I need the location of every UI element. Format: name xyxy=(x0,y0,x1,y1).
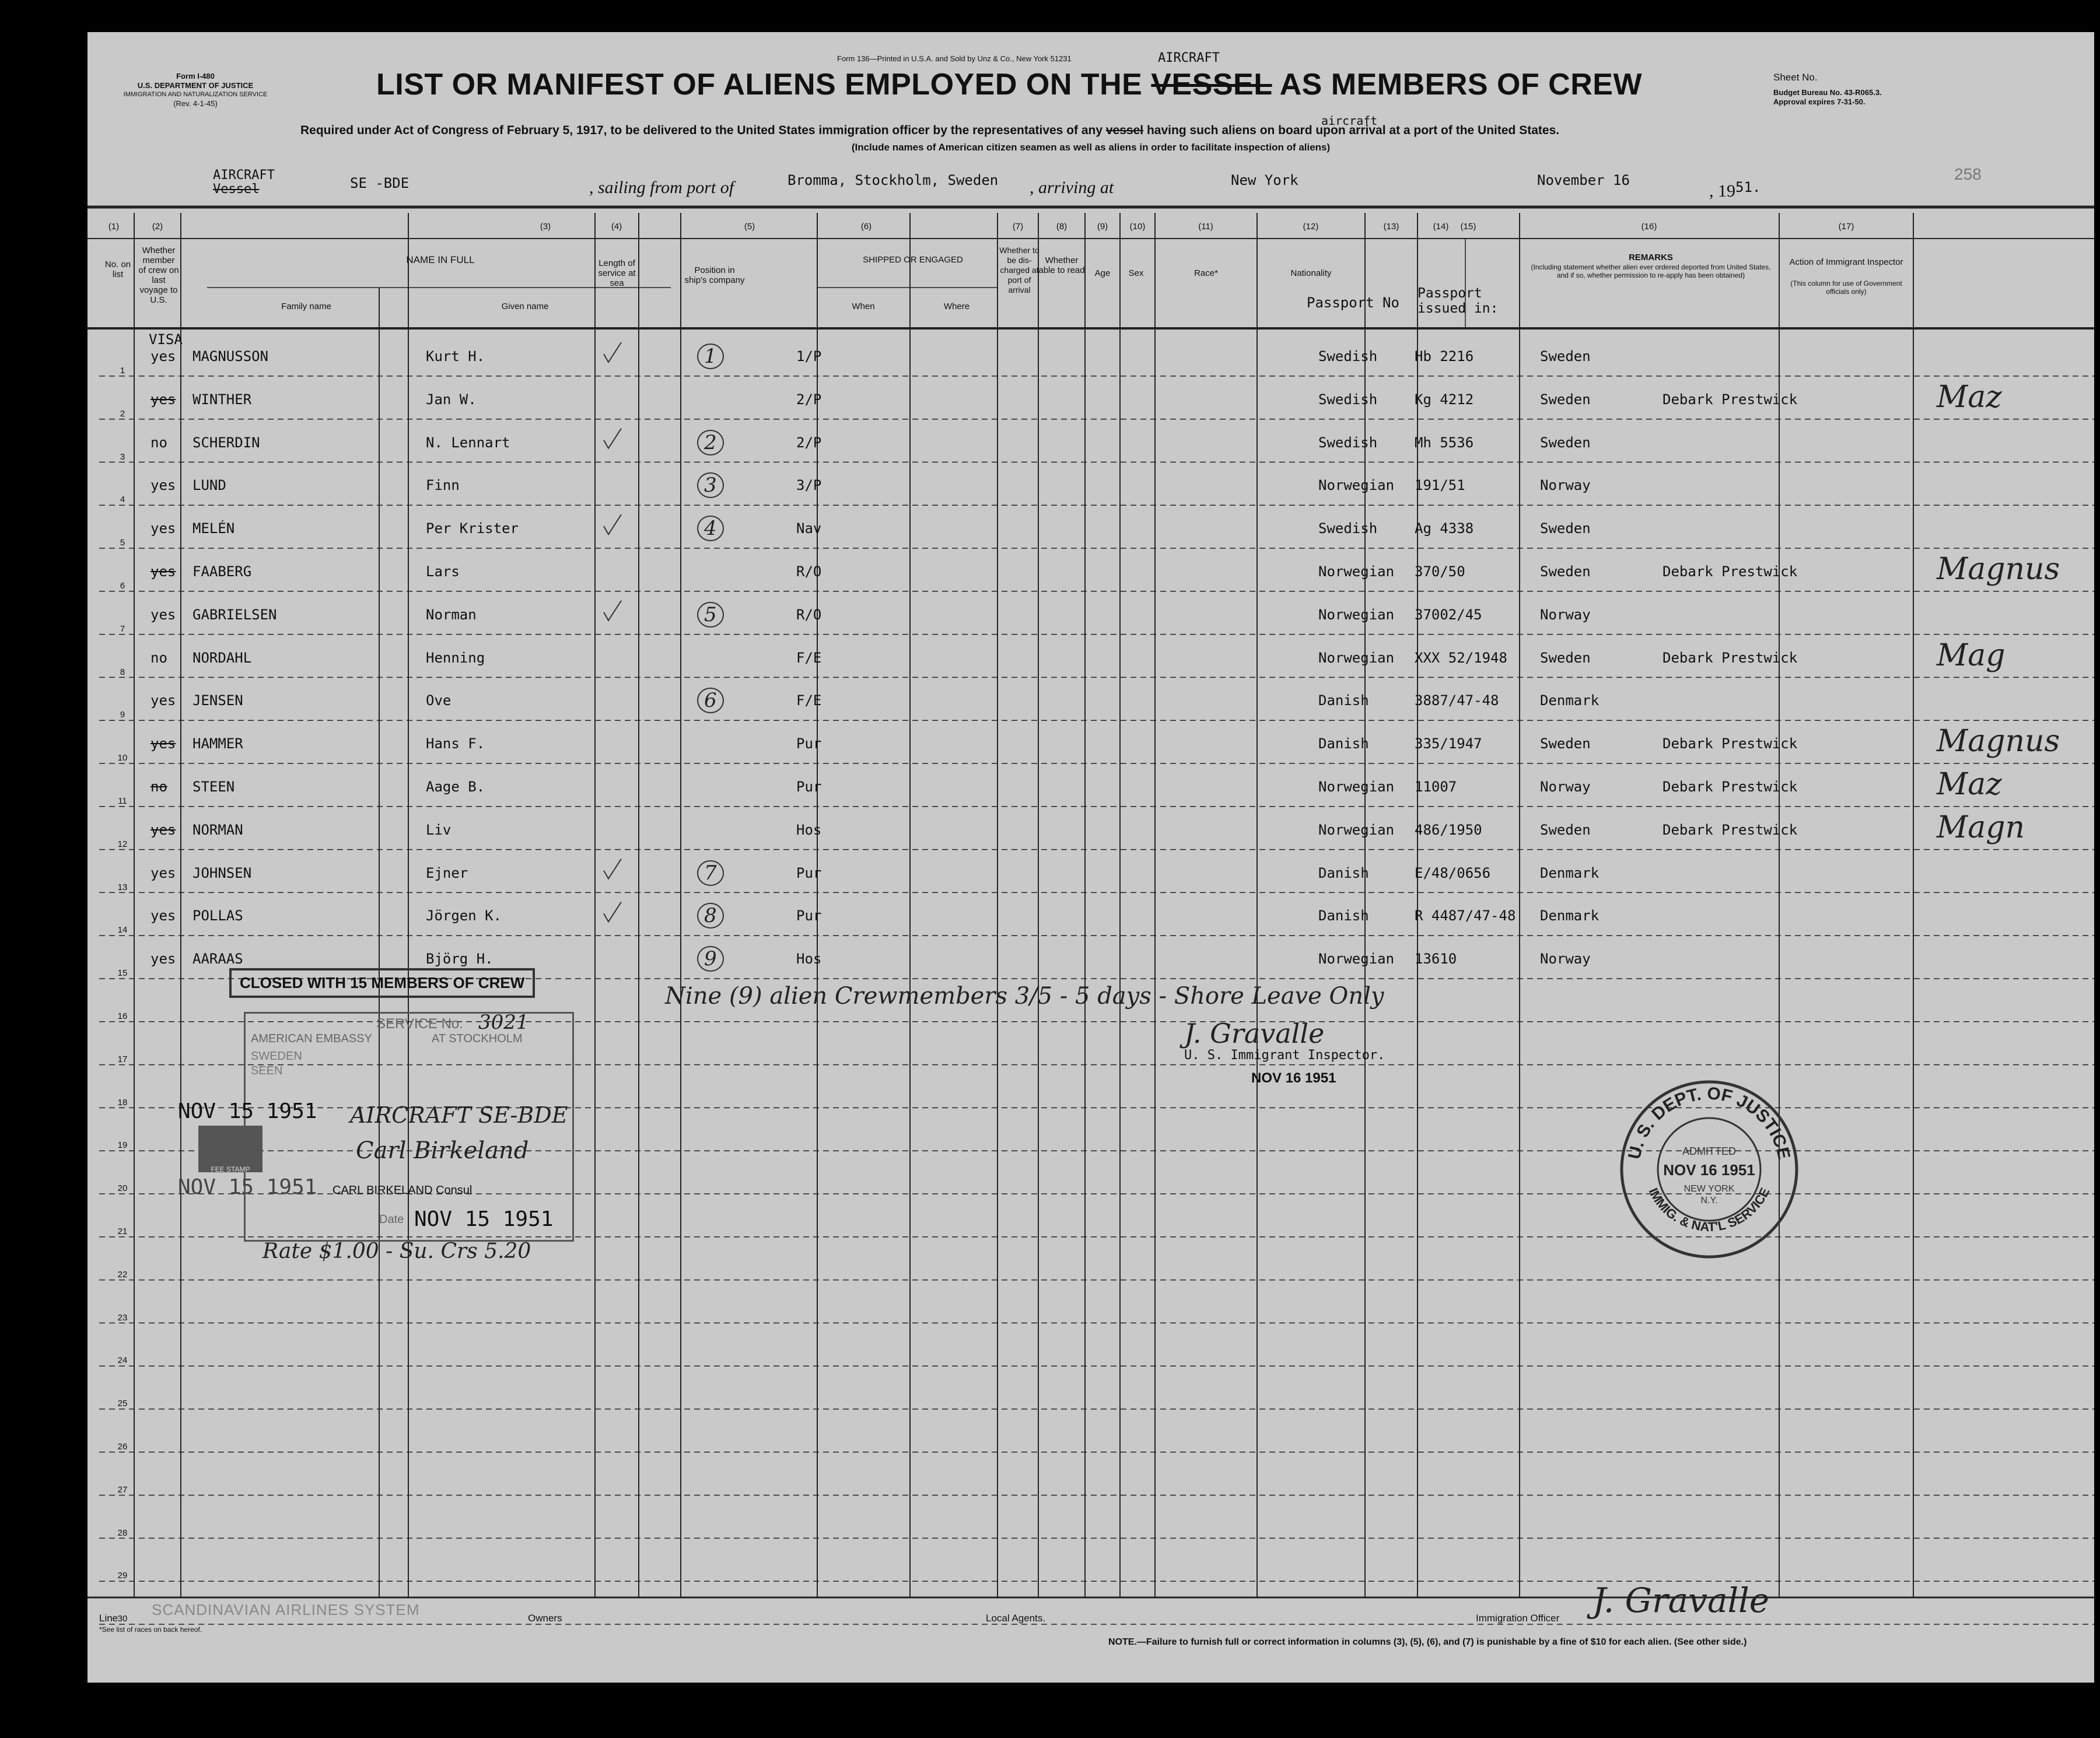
column-number: (12) xyxy=(1303,222,1319,232)
stamp-date-2: NOV 15 1951 xyxy=(178,1175,317,1199)
passport-issued: Sweden xyxy=(1540,391,1591,408)
last-voyage: yes xyxy=(150,348,176,365)
column-number: (6) xyxy=(860,222,872,232)
passport-issued: Norway xyxy=(1540,951,1591,968)
column-number: (1) xyxy=(108,222,120,232)
family-name: POLLAS xyxy=(192,907,243,924)
last-voyage: no xyxy=(150,779,167,795)
passport-issued: Sweden xyxy=(1540,821,1591,838)
consul-signature: Carl Birkeland xyxy=(356,1137,529,1164)
last-voyage: yes xyxy=(150,563,176,580)
passport-number: 335/1947 xyxy=(1415,735,1482,752)
family-name: NORMAN xyxy=(192,821,243,838)
craft-struck: Vessel xyxy=(213,182,260,197)
nationality: Danish xyxy=(1318,735,1369,752)
department: U.S. DEPARTMENT OF JUSTICE xyxy=(137,81,254,90)
row-number: 21 xyxy=(117,1227,128,1236)
col-8-header: Whether able to read xyxy=(1038,255,1085,275)
column-number: (5) xyxy=(744,222,755,232)
stamp-ring-top: U. S. DEPT. OF JUSTICE xyxy=(1625,1084,1794,1161)
row-number: 30 xyxy=(117,1614,128,1624)
inspector-action: Maz xyxy=(1937,379,2002,415)
closed-stamp: CLOSED WITH 15 MEMBERS OF CREW xyxy=(229,968,535,998)
year-suffix: 51. xyxy=(1735,179,1761,195)
check-mark-icon xyxy=(604,902,621,921)
family-name: LUND xyxy=(192,477,226,494)
col-4-header: Length of service at sea xyxy=(598,258,636,288)
column-number: (16) xyxy=(1641,222,1657,232)
position: Pur xyxy=(796,779,822,795)
revision: (Rev. 4-1-45) xyxy=(173,99,218,108)
nationality: Swedish xyxy=(1318,391,1378,408)
stamp-city: NEW YORK xyxy=(1684,1184,1735,1194)
given-name: Per Krister xyxy=(426,520,519,537)
row-number: 29 xyxy=(117,1571,128,1581)
given-name: Jörgen K. xyxy=(426,907,502,924)
family-name: AARAAS xyxy=(192,951,243,968)
stamp-admitted-date: NOV 16 1951 xyxy=(1663,1161,1755,1179)
given-name: Hans F. xyxy=(426,735,485,752)
fee-rate: Rate $1.00 - Su. Crs 5.20 xyxy=(262,1239,531,1263)
sheet-no-label: Sheet No. xyxy=(1773,72,1818,83)
position: Pur xyxy=(796,907,822,924)
service-length: 6 xyxy=(697,688,724,713)
position: 3/P xyxy=(796,477,822,494)
column-number: (7) xyxy=(1012,222,1024,232)
row-number: 2 xyxy=(120,408,125,419)
form-number: Form I-480 xyxy=(176,72,215,80)
position: Pur xyxy=(796,735,822,752)
column-number: (10) xyxy=(1129,222,1146,232)
position: F/E xyxy=(796,692,822,709)
last-voyage: yes xyxy=(150,735,176,752)
passport-number: 37002/45 xyxy=(1415,606,1482,623)
last-voyage: yes xyxy=(150,520,176,537)
inspector-action: Magn xyxy=(1937,810,2025,845)
col-7-header: Whether to be dis-charged at port of arrival xyxy=(999,246,1040,295)
subtitle xyxy=(300,124,1559,138)
arrival-date: November 16 xyxy=(1537,172,1630,188)
stamp-admitted: ADMITTED xyxy=(1682,1145,1736,1157)
passport-issued: Sweden xyxy=(1540,348,1591,365)
last-voyage: yes xyxy=(150,477,176,494)
service-length: 4 xyxy=(697,516,724,541)
col-3b-header: Given name xyxy=(501,302,549,311)
page-mark: 258 xyxy=(1954,165,1982,183)
position: 2/P xyxy=(796,434,822,451)
family-name: SCHERDIN xyxy=(192,434,260,451)
from-port: Bromma, Stockholm, Sweden xyxy=(788,172,999,188)
given-name: Henning xyxy=(426,649,485,666)
service-length: 7 xyxy=(697,860,724,886)
stamp-date-1: NOV 15 1951 xyxy=(178,1099,317,1123)
row-number: 24 xyxy=(117,1355,128,1366)
passport-issued: Sweden xyxy=(1540,735,1591,752)
col-1-header: No. on list xyxy=(104,260,131,279)
remarks: Debark Prestwick xyxy=(1662,563,1798,580)
nationality: Danish xyxy=(1318,907,1369,924)
row-number: 23 xyxy=(117,1312,128,1323)
row-number: 26 xyxy=(117,1442,128,1452)
passport-number: 11007 xyxy=(1415,779,1457,795)
passport-number: Mh 5536 xyxy=(1415,434,1474,451)
service-length: 3 xyxy=(697,472,724,498)
last-voyage: yes xyxy=(150,864,176,881)
title-post: AS MEMBERS OF CREW xyxy=(1279,68,1643,101)
consul-name: CARL BIRKELAND Consul xyxy=(332,1184,473,1197)
service-name: IMMIGRATION AND NATURALIZATION SERVICE xyxy=(123,91,268,98)
col-3-header: NAME IN FULL xyxy=(406,254,475,265)
given-name: Norman xyxy=(426,606,477,623)
passport-issued: Sweden xyxy=(1540,434,1591,451)
date-label: Date xyxy=(379,1213,404,1226)
family-name: MELÉN xyxy=(192,520,235,537)
year xyxy=(1709,179,1760,201)
subtitle-a: Required under Act of Congress of February 5, 1917, to be delivered to the United States immigration officer by the representatives of any xyxy=(300,124,1103,137)
row-number: 17 xyxy=(117,1054,128,1064)
handwritten-note: Nine (9) alien Crewmembers 3/5 - 5 days - Shore Leave Only xyxy=(665,983,1384,1010)
check-mark-icon xyxy=(604,514,621,534)
fee-stamp-label: FEE STAMP xyxy=(211,1165,250,1173)
col-12-header: Nationality xyxy=(1290,268,1332,278)
nationality: Norwegian xyxy=(1318,779,1395,795)
given-name: Ejner xyxy=(426,864,468,881)
row-number: 22 xyxy=(117,1269,128,1280)
family-name: GABRIELSEN xyxy=(192,606,277,623)
check-mark-icon xyxy=(604,601,621,621)
stamp-date-3: NOV 15 1951 xyxy=(414,1207,554,1231)
passport-number: 191/51 xyxy=(1415,477,1465,494)
row-number: 15 xyxy=(117,968,128,979)
officer-signature: J. Gravalle xyxy=(1592,1581,1770,1620)
craft-id: SE -BDE xyxy=(350,175,410,191)
manifest-sheet xyxy=(88,32,2094,1683)
embassy: AMERICAN EMBASSY xyxy=(251,1032,372,1045)
nationality: Swedish xyxy=(1318,520,1378,537)
column-number: (13) xyxy=(1383,222,1399,232)
col-13-header: Passport No xyxy=(1307,295,1399,311)
passport-number: Hb 2216 xyxy=(1415,348,1474,365)
col-17-note: (This column for use of Government officials only) xyxy=(1790,279,1902,296)
column-number: (8) xyxy=(1056,222,1068,232)
col-6-header: SHIPPED OR ENGAGED xyxy=(863,255,963,265)
last-voyage: yes xyxy=(150,692,176,709)
row-number: 9 xyxy=(120,710,125,720)
row-number: 19 xyxy=(117,1140,128,1151)
footer-line-label: Line xyxy=(99,1613,118,1624)
races-note: *See list of races on back hereof. xyxy=(99,1625,202,1634)
row-number: 28 xyxy=(117,1527,128,1538)
family-name: JENSEN xyxy=(192,692,243,709)
column-number: (14) xyxy=(1433,222,1449,232)
nationality: Norwegian xyxy=(1318,477,1395,494)
row-number: 4 xyxy=(120,495,125,505)
row-number: 6 xyxy=(120,581,125,591)
embassy-city: AT STOCKHOLM xyxy=(432,1032,523,1045)
col-16-header: REMARKS xyxy=(1629,253,1673,262)
row-number: 10 xyxy=(117,753,128,763)
inspector-action: Magnus xyxy=(1937,552,2060,587)
row-number: 13 xyxy=(117,882,128,892)
position: 1/P xyxy=(796,348,822,365)
passport-issued: Sweden xyxy=(1540,563,1591,580)
family-name: FAABERG xyxy=(192,563,252,580)
col-3a-header: Family name xyxy=(281,302,331,311)
last-voyage: no xyxy=(150,649,167,666)
passport-number: Kg 4212 xyxy=(1415,391,1474,408)
row-number: 5 xyxy=(120,538,125,548)
row-number: 3 xyxy=(120,451,125,462)
column-number: (3) xyxy=(540,222,551,232)
given-name: Liv xyxy=(426,821,452,838)
passport-number: 13610 xyxy=(1415,951,1457,968)
footer-line-value: SCANDINAVIAN AIRLINES SYSTEM xyxy=(152,1601,420,1618)
last-voyage: yes xyxy=(150,907,176,924)
passport-issued: Sweden xyxy=(1540,520,1591,537)
row-number: 20 xyxy=(117,1183,128,1194)
footer-agents: Local Agents. xyxy=(986,1613,1046,1624)
nationality: Swedish xyxy=(1318,348,1378,365)
fee-stamp xyxy=(198,1126,262,1172)
remarks: Debark Prestwick xyxy=(1662,779,1798,795)
col-11-header: Race* xyxy=(1194,268,1218,278)
given-name: N. Lennart xyxy=(426,434,510,451)
row-number: 12 xyxy=(117,839,128,849)
check-mark-icon xyxy=(604,429,621,448)
page-title xyxy=(376,67,1642,102)
title-insert: AIRCRAFT xyxy=(1158,51,1220,65)
subtitle-b: having such aliens on board upon arrival at a port of the United States. xyxy=(1146,124,1560,137)
column-number: (2) xyxy=(152,222,163,232)
remarks: Debark Prestwick xyxy=(1662,391,1798,408)
check-mark-icon xyxy=(604,859,621,879)
column-number: (11) xyxy=(1198,222,1213,232)
inspector-action: Mag xyxy=(1937,637,2006,673)
last-voyage: yes xyxy=(150,391,176,408)
given-name: Kurt H. xyxy=(426,348,485,365)
passport-issued: Denmark xyxy=(1540,907,1600,924)
passport-number: 3887/47-48 xyxy=(1415,692,1499,709)
year-prefix: , 19 xyxy=(1709,181,1735,201)
title-pre: LIST OR MANIFEST OF ALIENS EMPLOYED ON THE xyxy=(376,68,1143,101)
footer-note: NOTE.—Failure to furnish full or correct information in columns (3), (5), (6), and (7) is punishable by a fine of $10 for each alien. (See other side.) xyxy=(1108,1637,1747,1647)
stamp-line-2: SEEN xyxy=(251,1064,283,1077)
position: Hos xyxy=(796,951,822,968)
row-number: 27 xyxy=(117,1484,128,1495)
passport-number: 370/50 xyxy=(1415,563,1465,580)
nationality: Swedish xyxy=(1318,434,1378,451)
last-voyage: yes xyxy=(150,821,176,838)
footer-owners: Owners xyxy=(528,1613,562,1624)
passport-issued: Denmark xyxy=(1540,864,1600,881)
column-number: (17) xyxy=(1838,222,1854,232)
remarks: Debark Prestwick xyxy=(1662,735,1798,752)
family-name: JOHNSEN xyxy=(192,864,252,881)
nationality: Norwegian xyxy=(1318,951,1395,968)
nationality: Norwegian xyxy=(1318,606,1395,623)
row-number: 8 xyxy=(120,667,125,677)
subtitle-struck: vessel xyxy=(1105,124,1144,137)
col-2-header: Whether member of crew on last voyage to U.S. xyxy=(138,246,179,305)
family-name: NORDAHL xyxy=(192,649,252,666)
passport-number: E/48/0656 xyxy=(1415,864,1491,881)
service-length: 2 xyxy=(697,430,724,455)
passport-number: Ag 4338 xyxy=(1415,520,1474,537)
visa-label: VISA xyxy=(149,331,183,348)
passport-issued: Norway xyxy=(1540,779,1591,795)
remarks: Debark Prestwick xyxy=(1662,821,1798,838)
passport-number: XXX 52/1948 xyxy=(1415,649,1507,666)
subtitle-insert: aircraft xyxy=(1321,114,1378,128)
inspector-signature: J. Gravalle xyxy=(1184,1018,1325,1049)
printer-line: Form 136—Printed in U.S.A. and Sold by Unz & Co., New York 51231 xyxy=(837,54,1072,63)
position: F/E xyxy=(796,649,822,666)
family-name: MAGNUSSON xyxy=(192,348,269,365)
approval-date: Approval expires 7-31-50. xyxy=(1773,97,1866,106)
row-number: 25 xyxy=(117,1399,128,1409)
last-voyage: no xyxy=(150,434,167,451)
col-6b-header: Where xyxy=(943,302,970,311)
column-number: (9) xyxy=(1097,222,1108,232)
position: R/O xyxy=(796,563,822,580)
given-name: Ove xyxy=(426,692,452,709)
col-15-header: Passport issued in: xyxy=(1418,286,1499,316)
row-number: 18 xyxy=(117,1097,128,1108)
col-6a-header: When xyxy=(852,302,875,311)
remarks: Debark Prestwick xyxy=(1662,649,1798,666)
family-name: HAMMER xyxy=(192,735,243,752)
service-length: 9 xyxy=(697,946,724,972)
nationality: Danish xyxy=(1318,692,1369,709)
position: Pur xyxy=(796,864,822,881)
last-voyage: yes xyxy=(150,951,176,968)
row-number: 7 xyxy=(120,623,125,634)
row-number: 11 xyxy=(118,796,127,806)
to-port: New York xyxy=(1231,172,1298,188)
col-9-header: Age xyxy=(1094,268,1111,278)
stamp-aircraft: AIRCRAFT SE-BDE xyxy=(350,1102,568,1128)
craft-type: AIRCRAFT xyxy=(213,168,275,183)
inspector-action: Maz xyxy=(1937,767,2002,802)
sailing-label: , sailing from port of xyxy=(589,178,734,197)
given-name: Jan W. xyxy=(426,391,477,408)
given-name: Finn xyxy=(426,477,460,494)
position: 2/P xyxy=(796,391,822,408)
stamp-line-1: SWEDEN xyxy=(251,1050,302,1063)
budget-bureau: Budget Bureau No. 43-R065.3. xyxy=(1773,88,1882,97)
passport-issued: Norway xyxy=(1540,477,1591,494)
family-name: STEEN xyxy=(192,779,235,795)
last-voyage: yes xyxy=(150,606,176,623)
position: Hos xyxy=(796,821,822,838)
nationality: Norwegian xyxy=(1318,563,1395,580)
given-name: Björg H. xyxy=(426,951,494,968)
service-length: 1 xyxy=(697,344,724,369)
given-name: Aage B. xyxy=(426,779,485,795)
col-17-header: Action of Immigrant Inspector xyxy=(1789,257,1903,267)
passport-issued: Sweden xyxy=(1540,649,1591,666)
admitted-stamp xyxy=(1616,1076,1803,1263)
passport-number: 486/1950 xyxy=(1415,821,1482,838)
nationality: Norwegian xyxy=(1318,649,1395,666)
title-struck: VESSEL xyxy=(1151,68,1272,101)
arriving-label: , arriving at xyxy=(1030,178,1114,197)
service-length: 8 xyxy=(697,903,724,928)
footer-officer: Immigration Officer xyxy=(1476,1613,1560,1624)
row-number: 14 xyxy=(117,925,128,935)
row-number: 1 xyxy=(120,366,125,376)
family-name: WINTHER xyxy=(192,391,252,408)
subtitle-note: (Include names of American citizen seamen as well as aliens in order to facilitate inspection of aliens) xyxy=(851,142,1331,153)
given-name: Lars xyxy=(426,563,460,580)
inspector-action: Magnus xyxy=(1937,724,2060,759)
service-no: 3021 xyxy=(478,1011,529,1034)
service-no-label: SERVICE No. xyxy=(376,1016,463,1032)
col-5-header: Position in ship's company xyxy=(684,265,745,285)
column-number: (15) xyxy=(1460,222,1476,232)
service-length: 5 xyxy=(697,602,724,628)
passport-number: R 4487/47-48 xyxy=(1415,907,1516,924)
stamp-state: N.Y. xyxy=(1700,1196,1718,1206)
check-mark-icon xyxy=(604,342,621,362)
passport-issued: Denmark xyxy=(1540,692,1600,709)
nationality: Danish xyxy=(1318,864,1369,881)
col-10-header: Sex xyxy=(1128,268,1144,278)
col-16-note: (Including statement whether alien ever ordered deported from United States, and if so, whether permission to re-apply has been obtained) xyxy=(1531,263,1771,279)
stamp-ring-bottom: IMMIG. & NAT'L SERVICE xyxy=(1646,1185,1773,1235)
position: R/O xyxy=(796,606,822,623)
passport-issued: Norway xyxy=(1540,606,1591,623)
position: Nav xyxy=(796,520,822,537)
inspector-date: NOV 16 1951 xyxy=(1251,1070,1336,1086)
row-number: 16 xyxy=(117,1011,128,1021)
column-number: (4) xyxy=(611,222,622,232)
nationality: Norwegian xyxy=(1318,821,1395,838)
inspector-title: U. S. Immigrant Inspector. xyxy=(1184,1048,1385,1063)
